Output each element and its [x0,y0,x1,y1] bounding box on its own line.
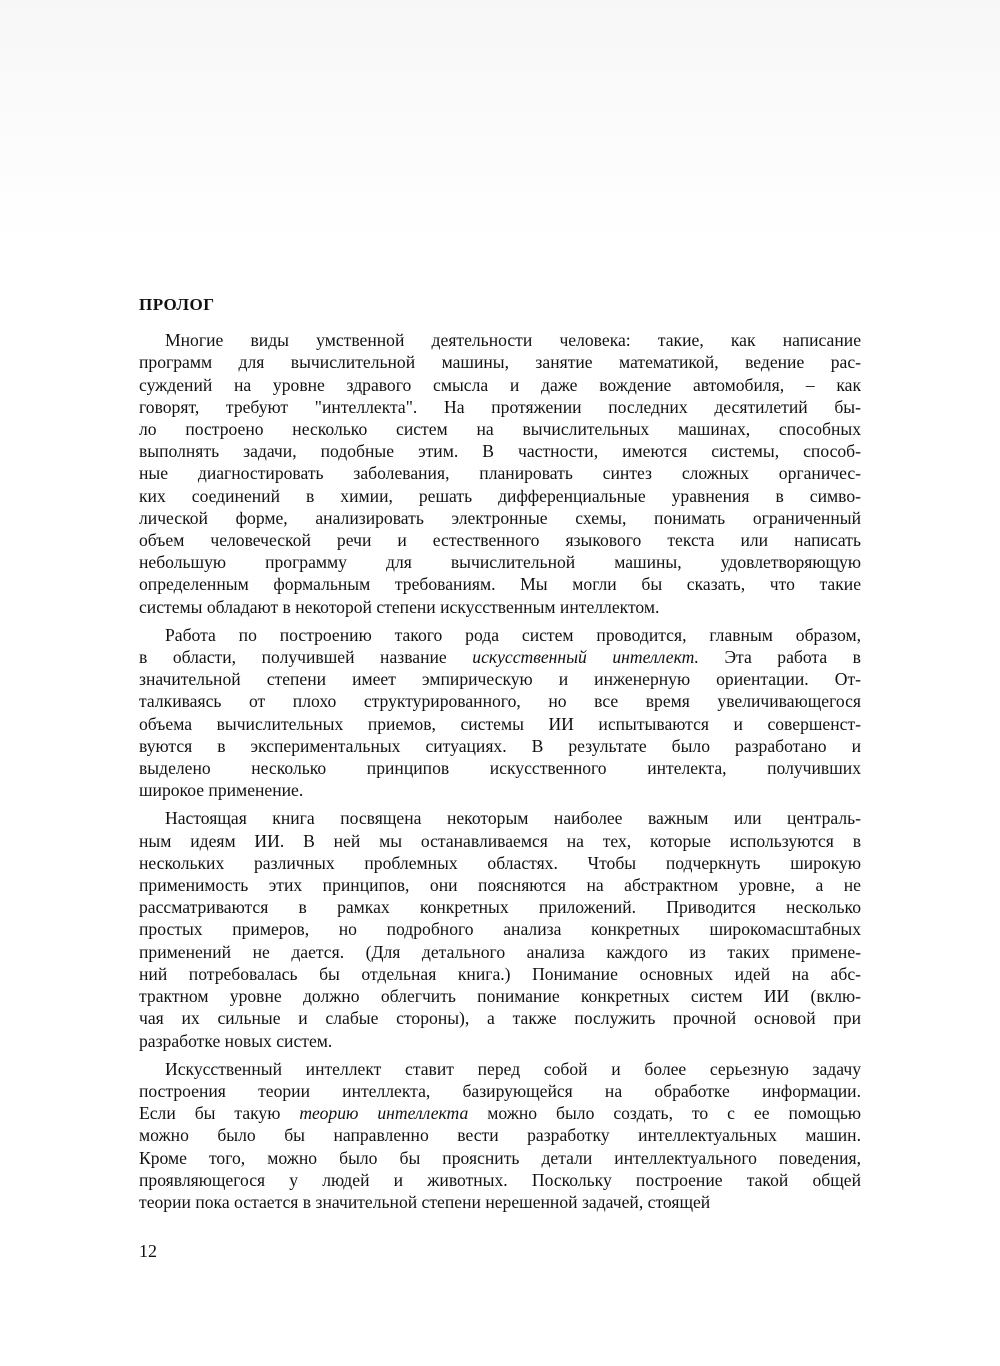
text-segment: системы обладают в некоторой степени искусственным интеллектом. [139,596,660,617]
text-line [139,941,861,963]
text-segment: нескольких различных проблемных областях. Чтобы подчеркнуть широкую [139,852,861,873]
text-segment: ло построено несколько систем на вычислительных машинах, способных [139,419,861,440]
text-line [139,985,861,1007]
text-segment: выделено несколько принципов искусственного интелекта, получивших [139,758,861,779]
text-line [139,668,861,690]
text-segment: трактном уровне должно облегчить понимание конкретных систем ИИ (вклю- [139,986,861,1007]
text-segment: Искусственный интеллект ставит перед собой и более серьезную задачу [165,1058,861,1079]
text-segment: широкое применение. [139,780,304,801]
text-line [139,757,861,779]
text-segment: применимость этих принципов, они поясняются на абстрактном уровне, а не [139,875,861,896]
text-line [139,396,861,418]
text-segment: ний потребовалась бы отдельная книга.) Понимание основных идей на абс- [139,963,861,984]
text-line [139,1058,861,1080]
text-line [139,1169,861,1191]
text-segment: в области, получившей название [139,647,473,668]
text-line [139,690,861,712]
text-line [139,918,861,940]
italic-term: теорию интеллекта [299,1103,469,1124]
text-segment: выполнять задачи, подобные этим. В частности, имеются системы, способ- [139,441,861,462]
text-line [139,374,861,396]
text-segment: Если бы такую [139,1103,300,1124]
text-segment: говорят, требуют "интеллекта". На протяжении последних десятилетий бы- [139,396,861,417]
italic-term: искусственный интеллект. [472,647,699,668]
text-line [139,551,861,573]
text-line [139,713,861,735]
text-line [139,830,861,852]
text-segment: построения теории интеллекта, базирующейся на обработке информации. [139,1080,861,1101]
text-segment: Эта работа в [698,647,861,668]
text-line [139,874,861,896]
text-segment: простых примеров, но подробного анализа конкретных широкомасштабных [139,919,861,940]
text-line [139,351,861,373]
page-content [139,294,861,1219]
text-segment: объема вычислительных приемов, системы ИИ испытываются и совершенст- [139,713,861,734]
section-heading: ПРОЛОГ [139,295,215,314]
text-segment: определенным формальным требованиям. Мы могли бы сказать, что такие [139,574,861,595]
text-line [139,529,861,551]
text-line [139,462,861,484]
text-segment: значительной степени имеет эмпирическую и инженерную ориентации. От- [139,669,861,690]
text-segment: теории пока остается в значительной степени нерешенной задачей, стоящей [139,1191,711,1212]
text-line [139,963,861,985]
text-segment: лической форме, анализировать электронные схемы, понимать ограниченный [139,507,861,528]
text-line [139,624,861,646]
text-segment: талкиваясь от плохо структурированного, но все время увеличивающегося [139,691,861,712]
text-segment: ких соединений в химии, решать дифференциальные уравнения в симво- [139,485,861,506]
paragraph [139,807,861,1051]
paragraph [139,624,861,802]
text-line [139,646,861,668]
text-segment: можно было создать, то с ее помощью [468,1103,861,1124]
text-line [139,1080,861,1102]
text-segment: вуются в экспериментальных ситуациях. В результате было разработано и [139,735,861,756]
text-segment: ные диагностировать заболевания, планировать синтез сложных органичес- [139,463,861,484]
text-line [139,440,861,462]
paragraphs [139,329,861,1213]
text-segment: Настоящая книга посвящена некоторым наиболее важным или централь- [165,808,861,829]
paragraph [139,329,861,618]
text-segment: Многие виды умственной деятельности человека: такие, как написание [165,330,861,351]
text-segment: ным идеям ИИ. В ней мы останавливаемся на тех, которые используются в [139,830,861,851]
text-line [139,1102,861,1124]
paragraph [139,1058,861,1213]
text-line [139,1007,861,1029]
text-line [139,1147,861,1169]
text-line [139,896,861,918]
text-line [139,418,861,440]
text-segment: чая их сильные и слабые стороны), а также послужить прочной основой при [139,1008,861,1029]
text-line [139,573,861,595]
text-line [139,329,861,351]
text-line [139,852,861,874]
text-segment: разработке новых систем. [139,1030,333,1051]
text-segment: суждений на уровне здравого смысла и даже вождение автомобиля, – как [139,374,861,395]
text-segment: Кроме того, можно было бы прояснить детали интеллектуального поведения, [139,1147,861,1168]
text-line [139,507,861,529]
text-segment: проявляющегося у людей и животных. Поскольку построение такой общей [139,1169,861,1190]
text-line [139,1030,861,1052]
text-line [139,1124,861,1146]
text-line [139,596,861,618]
page-number: 12 [139,1241,157,1261]
text-segment: применений не дается. (Для детального анализа каждого из таких примене- [139,941,861,962]
text-line [139,779,861,801]
text-line [139,485,861,507]
text-line [139,735,861,757]
text-segment: рассматриваются в рамках конкретных приложений. Приводится несколько [139,897,861,918]
text-segment: объем человеческой речи и естественного языкового текста или написать [139,530,861,551]
text-segment: небольшую программу для вычислительной машины, удовлетворяющую [139,552,861,573]
text-segment: программ для вычислительной машины, занятие математикой, ведение рас- [139,352,861,373]
text-segment: можно было бы направленно вести разработку интеллектуальных машин. [139,1125,861,1146]
text-line [139,1191,861,1213]
text-segment: Работа по построению такого рода систем проводится, главным образом, [165,624,861,645]
text-line [139,807,861,829]
